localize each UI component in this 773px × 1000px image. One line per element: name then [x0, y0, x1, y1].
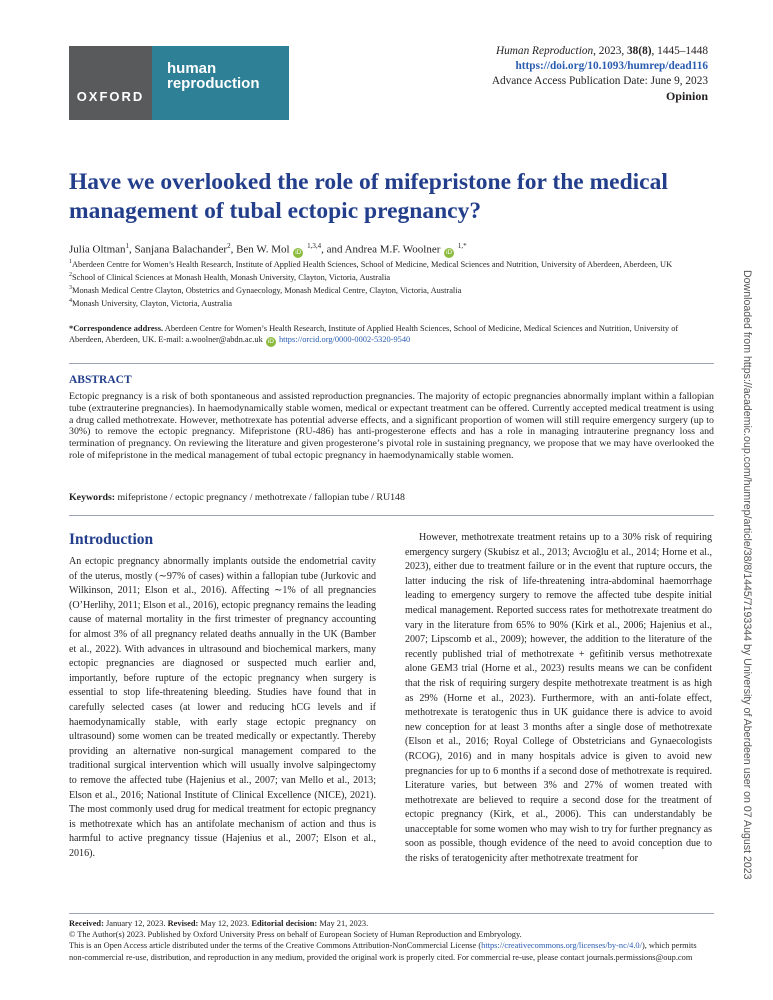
author-sup: 1	[125, 242, 130, 250]
affiliation-sup: 1	[69, 259, 72, 265]
affiliation-item	[69, 283, 709, 296]
affiliation-text: Monash University, Clayton, Victoria, Australia	[72, 299, 232, 309]
author-sup: 2	[227, 242, 231, 250]
affiliations	[69, 257, 709, 309]
correspondence-label: *Correspondence address.	[69, 324, 164, 333]
affiliation-sup: 4	[69, 298, 72, 305]
orcid-icon[interactable]: iD	[295, 248, 302, 256]
license-link[interactable]: https://creativecommons.org/licenses/by-nc/4.0/	[481, 941, 642, 951]
affiliation-text: Aberdeen Centre for Women’s Health Research, Institute of Applied Health Sciences, School of Medicine, Medical Sciences and Nutrition, University of Aberdeen, Aberdeen, UK	[72, 259, 673, 269]
introduction-heading: Introduction	[69, 531, 154, 548]
correspondence-text: Aberdeen Centre for Women’s Health Research, Institute of Applied Health Sciences, School of Medicine, Medical Sciences and Nutrition, University of Aberdeen, Aberdeen, UK. E-mail: a.woolner@abdn.ac.uk	[69, 324, 679, 345]
correspondence	[69, 323, 709, 347]
article-footer	[69, 913, 714, 963]
orcid-icon[interactable]: iD	[267, 338, 274, 346]
journal-name: Human Reproduction	[495, 45, 594, 57]
download-note-text: Downloaded from https://academic.oup.com/humrep/article/38/8/1445/7193344 by University of Aberdeen user on 07 August 2023	[741, 270, 753, 880]
body-paragraph: However, methotrexate treatment retains up to a 30% risk of requiring emergency surgery (Skubisz et al., 2013; Avcıoğlu et al., 2014; Horne et al., 2023), either due to treatment failure or in the event that rupture occurs, the latter inducing the risk of life-threatening intra-abdominal haemorrhage leading to emergency surgery to remove the affected tube despite initial medical management. Reported success rates for methotrexate treatment do vary in the literature from 65% to 90% (Kirk et al., 2006; Hajenius et al., 2007; Lipscomb et al., 2009); however, the addition to the literature of the recently published trial of methotrexate + gefitinib versus methotrexate alone GEM3 trial (Horne et al., 2023) results means we can be confident that the risk of requiring surgery despite methotrexate treatment is as high as 29% (Horne et al., 2023). Furthermore, with an anti-folate effect, methotrexate is teratogenic thus in UK guidance there is advice to avoid new conception for at least 3 months after a single dose of methotrexate (Elson et al., 2016; Royal College of Obstetricians and Gynaecologists (RCOG), 2016) and in many hospitals advice is given to avoid new pregnancies for up to 6 months if a second dose of methotrexate is required. Literature varies, but between 3% and 27% of women treated with methotrexate are believed to require a second dose for the treatment of ectopic pregnancy (Kirk, et al., 2006). This can understandably be unacceptable for some women who may wish to try for further pregnancy as soon as possible, though evidence of the need to avoid conception due to the risks of teratogenicity after methotrexate treatment for	[405, 532, 712, 865]
copyright: © The Author(s) 2023. Published by Oxford University Press on behalf of European Society of Human Reproduction and Embryology.	[69, 930, 522, 940]
affiliation-text: School of Clinical Sciences at Monash Health, Monash University, Clayton, Victoria, Australia	[72, 272, 391, 282]
revised-date: May 12, 2023.	[198, 919, 252, 928]
author-name[interactable]: Julia Oltman	[69, 243, 126, 256]
citation-year: , 2023,	[593, 45, 628, 57]
license-part: ), which permits non-commercial re-use, distribution, and reproduction in any medium, provided the original work is properly cited. For commercial re-use, please contact journals.permissions@oup.com	[69, 941, 697, 962]
decision-label: Editorial decision:	[251, 919, 318, 928]
human-reproduction-logo[interactable]	[152, 46, 289, 120]
hr-logo-line2: reproduction	[167, 75, 260, 92]
citation-line	[492, 44, 708, 59]
author-name[interactable]: Ben W. Mol	[236, 243, 290, 256]
abstract-section	[69, 363, 714, 462]
advance-access: Advance Access Publication Date: June 9, 2023	[491, 75, 708, 87]
volume-issue: 38(8)	[627, 45, 652, 57]
article-type: Opinion	[665, 89, 708, 103]
oxford-logo-text: OXFORD	[76, 89, 145, 104]
affiliation-item	[69, 270, 709, 283]
orcid-icon[interactable]: iD	[446, 248, 453, 256]
keywords	[69, 492, 714, 504]
affiliation-text: Monash Medical Centre Clayton, Obstetrics and Gynaecology, Monash Medical Centre, Clayton, Victoria, Australia	[72, 285, 462, 295]
body-column-right	[405, 531, 712, 867]
download-note	[733, 170, 761, 980]
affiliation-item	[69, 296, 709, 309]
author-list: Julia Oltman$^1$, Sanjana Balachander$^2$, Ben W. Mol iD $^{1,3,4}$, and Andrea M.F. Woolner iD $^{1,*}$	[69, 242, 467, 256]
journal-meta	[492, 44, 708, 104]
dates-line	[69, 918, 714, 929]
decision-date: May 21, 2023.	[317, 919, 369, 928]
body-column-left	[69, 531, 376, 861]
affiliation-sup: 2	[69, 272, 72, 279]
received-date: January 12, 2023.	[103, 919, 168, 928]
revised-label: Revised:	[167, 919, 199, 928]
author-sup: 1,*	[457, 242, 467, 250]
hr-logo-line1: human	[167, 60, 217, 77]
orcid-link[interactable]: https://orcid.org/0000-0002-5320-9540	[278, 335, 411, 345]
body-paragraph: An ectopic pregnancy abnormally implants outside the endometrial cavity of the uterus, mostly (∼97% of cases) within a fallopian tube (Jurkovic and Wilkinson, 2011; Elson et al., 2016). Affecting ∼1% of all pregnancies (O’Herlihy, 2011; Elson et al., 2016), ectopic pregnancy remains the leading cause of maternal mortality in the first trimester of pregnancy accounting for almost 3% of all pregnancy related deaths annually in the UK (Bamber et al., 2022). With advances in ultrasound and biochemical markers, many ectopic pregnancies are diagnosed or suspected much earlier and, importantly, before rupture of the ectopic pregnancy when surgery is essential to stop life-threatening bleeding. Studies have found that in carefully selected cases (at lower and reducing hCG levels and if haemodynamically stable, with early stage ectopic pregnancy on ultrasound) some women can be treated medically or expectantly. Thereby providing an alternative non-surgical management compared to the traditional surgical intervention which will usually involve salpingectomy to remove the affected tube (Hajenius et al., 2007; van Mello et al., 2013; Elson et al., 2016; National Institute of Clinical Excellence (NICE), 2021). The most commonly used drug for medical treatment for ectopic pregnancy is methotrexate which has an antifolate mechanism of action and thus is harmful to active pregnancy tissue (Hajenius et al., 2007; Elson et al., 2016).	[69, 556, 376, 859]
keywords-label: Keywords:	[69, 492, 116, 503]
page-range: , 1445–1448	[651, 45, 708, 57]
authors-and: and	[326, 243, 343, 256]
affiliation-item	[69, 257, 709, 270]
section-divider	[69, 515, 714, 516]
author-name[interactable]: Sanjana Balachander	[134, 243, 228, 256]
article-title: Have we overlooked the role of mifepristone for the medical management of tubal ectopic pregnancy?	[69, 169, 668, 224]
oxford-logo[interactable]	[69, 46, 152, 120]
doi-link[interactable]: https://doi.org/10.1093/humrep/dead116	[515, 60, 708, 72]
received-label: Received:	[69, 919, 104, 928]
license-part: This is an Open Access article distributed under the terms of the Creative Commons Attribution-NonCommercial License (	[69, 941, 482, 951]
keywords-text: mifepristone / ectopic pregnancy / methotrexate / fallopian tube / RU148	[115, 492, 405, 503]
abstract-heading: ABSTRACT	[69, 374, 132, 386]
abstract-text: Ectopic pregnancy is a risk of both spontaneous and assisted reproduction pregnancies. The majority of ectopic pregnancies abnormally implant within a fallopian tube (extrauterine pregnancies). In haemodynamically stable women, medical or expectant treatment can be offered. Currently accepted medical treatment is using a drug called methotrexate. However, methotrexate has potential adverse effects, and a significant proportion of women will still require emergency surgery (up to 30%) to remove the ectopic pregnancy. Mifepristone (RU-486) has anti-progesterone effects and has a role in managing intrauterine pregnancy loss and termination of pregnancy. On reviewing the literature and given progesterone’s pivotal role in sustaining pregnancy, we propose that we may have overlooked the role of mifepristone in the medical management of tubal ectopic pregnancy in haemodynamically stable women.	[69, 391, 714, 461]
license-text	[69, 940, 714, 962]
affiliation-sup: 3	[69, 285, 72, 292]
author-name[interactable]: Andrea M.F. Woolner	[344, 243, 441, 256]
author-sup: 1,3,4	[307, 242, 322, 250]
